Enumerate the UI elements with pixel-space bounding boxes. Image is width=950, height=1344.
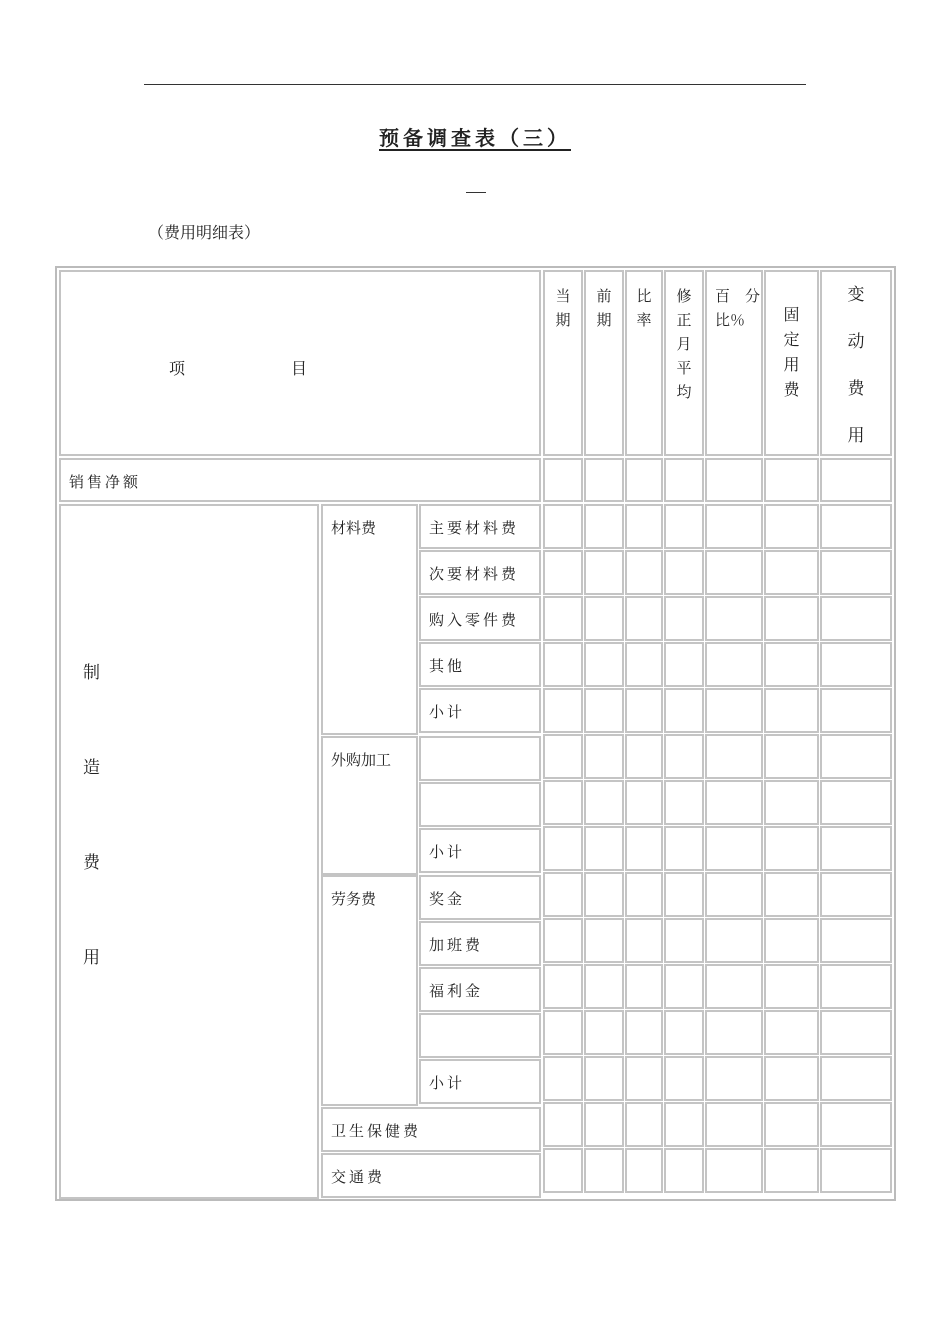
labor-item-overtime: 加班费 <box>419 921 541 966</box>
value-cell-current <box>543 642 583 687</box>
value-cell-percentage <box>705 964 763 1009</box>
value-cell-variable <box>820 1148 892 1193</box>
value-cell-previous <box>584 596 624 641</box>
value-cell-adjusted <box>664 1102 704 1147</box>
value-cell-adjusted <box>664 458 704 502</box>
expense-table <box>55 266 896 1201</box>
header-percentage: 百 分 比％ <box>705 270 763 456</box>
value-cell-current <box>543 504 583 549</box>
value-cell-variable <box>820 1102 892 1147</box>
value-cell-previous <box>584 458 624 502</box>
transport-cost-cell: 交通费 <box>321 1153 541 1198</box>
outsourced-processing-group: 外购加工 <box>321 736 418 875</box>
title-dash <box>466 192 486 193</box>
value-cell-previous <box>584 1102 624 1147</box>
value-cell-fixed <box>764 1056 819 1101</box>
value-cell-ratio <box>625 1056 663 1101</box>
value-cell-current <box>543 596 583 641</box>
value-cell-variable <box>820 642 892 687</box>
value-cell-percentage <box>705 458 763 502</box>
value-cell-fixed <box>764 780 819 825</box>
value-cell-variable <box>820 780 892 825</box>
value-cell-previous <box>584 1148 624 1193</box>
value-cell-previous <box>584 872 624 917</box>
value-cell-fixed <box>764 504 819 549</box>
header-ratio: 比 率 <box>625 270 663 456</box>
value-cell-percentage <box>705 826 763 871</box>
value-cell-current <box>543 872 583 917</box>
value-cell-percentage <box>705 872 763 917</box>
material-item-secondary: 次要材料费 <box>419 550 541 595</box>
value-cell-ratio <box>625 1148 663 1193</box>
value-cell-variable <box>820 1010 892 1055</box>
value-cell-fixed <box>764 734 819 779</box>
value-cell-adjusted <box>664 780 704 825</box>
value-cell-previous <box>584 1056 624 1101</box>
value-cell-previous <box>584 504 624 549</box>
value-cell-variable <box>820 550 892 595</box>
value-cell-adjusted <box>664 688 704 733</box>
value-cell-variable <box>820 734 892 779</box>
value-cell-percentage <box>705 1148 763 1193</box>
value-cell-current <box>543 826 583 871</box>
header-current-period: 当 期 <box>543 270 583 456</box>
value-cell-percentage <box>705 780 763 825</box>
value-cell-percentage <box>705 642 763 687</box>
value-cell-fixed <box>764 826 819 871</box>
value-cell-variable <box>820 504 892 549</box>
top-rule <box>144 84 806 85</box>
value-cell-current <box>543 1010 583 1055</box>
labor-item-bonus: 奖金 <box>419 875 541 920</box>
value-cell-current <box>543 734 583 779</box>
outsourced-item-1 <box>419 736 541 781</box>
value-cell-previous <box>584 1010 624 1055</box>
value-cell-fixed <box>764 872 819 917</box>
value-cell-adjusted <box>664 1010 704 1055</box>
value-cell-adjusted <box>664 734 704 779</box>
value-cell-fixed <box>764 596 819 641</box>
value-cell-variable <box>820 596 892 641</box>
value-cell-ratio <box>625 918 663 963</box>
value-cell-variable <box>820 458 892 502</box>
value-cell-current <box>543 458 583 502</box>
sales-net-label: 销售净额 <box>69 473 142 491</box>
value-cell-fixed <box>764 1148 819 1193</box>
material-cost-group: 材料费 <box>321 504 418 735</box>
value-cell-adjusted <box>664 1056 704 1101</box>
value-cell-ratio <box>625 872 663 917</box>
value-cell-ratio <box>625 734 663 779</box>
value-cell-current <box>543 964 583 1009</box>
value-cell-variable <box>820 826 892 871</box>
value-cell-previous <box>584 550 624 595</box>
header-item-left: 项 <box>169 359 186 378</box>
value-cell-adjusted <box>664 1148 704 1193</box>
value-cell-adjusted <box>664 872 704 917</box>
header-fixed-cost: 固 定 用 费 <box>764 270 819 456</box>
header-variable-cost: 变 动 费 用 <box>820 270 892 456</box>
value-cell-current <box>543 550 583 595</box>
value-cell-variable <box>820 1056 892 1101</box>
value-cell-current <box>543 1102 583 1147</box>
value-cell-fixed <box>764 964 819 1009</box>
header-item-cell <box>59 270 541 456</box>
value-cell-fixed <box>764 458 819 502</box>
value-cell-adjusted <box>664 596 704 641</box>
value-cell-percentage <box>705 504 763 549</box>
value-cell-percentage <box>705 1056 763 1101</box>
value-cell-ratio <box>625 1010 663 1055</box>
value-cell-previous <box>584 734 624 779</box>
material-item-parts: 购入零件费 <box>419 596 541 641</box>
value-cell-fixed <box>764 688 819 733</box>
value-cell-variable <box>820 872 892 917</box>
value-cell-current <box>543 918 583 963</box>
value-cell-ratio <box>625 458 663 502</box>
labor-item-welfare: 福利金 <box>419 967 541 1012</box>
manufacturing-cost-label: 制 造 费 用 <box>83 663 100 968</box>
value-cell-ratio <box>625 964 663 1009</box>
sales-net-label-cell <box>59 458 541 502</box>
value-cell-previous <box>584 688 624 733</box>
value-cell-adjusted <box>664 504 704 549</box>
material-item-main: 主要材料费 <box>419 504 541 549</box>
value-cell-fixed <box>764 918 819 963</box>
value-cell-adjusted <box>664 550 704 595</box>
value-cell-current <box>543 688 583 733</box>
value-cell-adjusted <box>664 826 704 871</box>
material-item-subtotal: 小计 <box>419 688 541 733</box>
value-cell-ratio <box>625 550 663 595</box>
value-cell-variable <box>820 964 892 1009</box>
header-previous-period: 前 期 <box>584 270 624 456</box>
value-cell-variable <box>820 918 892 963</box>
value-cell-previous <box>584 964 624 1009</box>
value-cell-previous <box>584 642 624 687</box>
value-cell-previous <box>584 826 624 871</box>
value-cell-previous <box>584 780 624 825</box>
value-cell-ratio <box>625 504 663 549</box>
labor-item-blank <box>419 1013 541 1058</box>
value-cell-current <box>543 780 583 825</box>
manufacturing-cost-cell <box>59 504 319 1199</box>
header-item-right: 目 <box>291 359 308 378</box>
value-cell-ratio <box>625 826 663 871</box>
value-cell-percentage <box>705 688 763 733</box>
outsourced-item-subtotal: 小计 <box>419 828 541 873</box>
header-adjusted-monthly-average: 修 正 月 平 均 <box>664 270 704 456</box>
value-cell-percentage <box>705 918 763 963</box>
hygiene-cost-cell: 卫生保健费 <box>321 1107 541 1152</box>
value-cell-adjusted <box>664 918 704 963</box>
value-cell-fixed <box>764 550 819 595</box>
value-cell-ratio <box>625 688 663 733</box>
value-cell-ratio <box>625 780 663 825</box>
value-cell-fixed <box>764 1102 819 1147</box>
value-cell-current <box>543 1148 583 1193</box>
value-cell-current <box>543 1056 583 1101</box>
outsourced-item-2 <box>419 782 541 827</box>
value-cell-ratio <box>625 642 663 687</box>
value-cell-percentage <box>705 550 763 595</box>
value-cell-previous <box>584 918 624 963</box>
value-cell-percentage <box>705 1102 763 1147</box>
value-cell-fixed <box>764 642 819 687</box>
labor-cost-group: 劳务费 <box>321 875 418 1106</box>
value-cell-variable <box>820 688 892 733</box>
value-cell-ratio <box>625 596 663 641</box>
value-cell-adjusted <box>664 642 704 687</box>
labor-item-subtotal: 小计 <box>419 1059 541 1104</box>
document-subtitle: （费用明细表） <box>148 223 261 242</box>
value-cell-fixed <box>764 1010 819 1055</box>
document-title: 预备调查表（三） <box>379 126 571 150</box>
value-cell-ratio <box>625 1102 663 1147</box>
value-cell-adjusted <box>664 964 704 1009</box>
value-cell-percentage <box>705 596 763 641</box>
value-cell-percentage <box>705 734 763 779</box>
material-item-other: 其他 <box>419 642 541 687</box>
value-cell-percentage <box>705 1010 763 1055</box>
